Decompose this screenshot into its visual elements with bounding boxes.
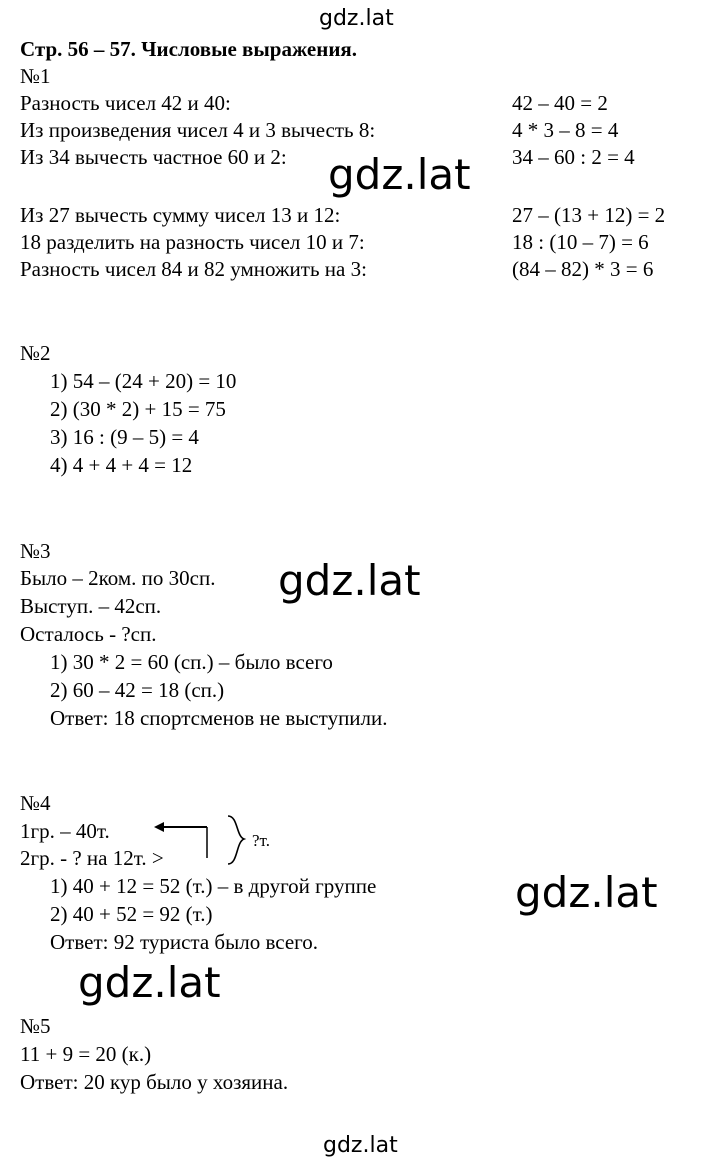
- task1-row-expr: 34 – 60 : 2 = 4: [512, 145, 635, 169]
- task3-answer: Ответ: 18 спортсменов не выступили.: [50, 706, 388, 730]
- task5-solution: 11 + 9 = 20 (к.): [20, 1042, 152, 1066]
- task4-condition: 2гр. - ? на 12т. >: [20, 846, 164, 870]
- watermark-top: gdz.lat: [319, 6, 394, 31]
- page-title: Стр. 56 – 57. Числовые выражения.: [20, 37, 358, 61]
- task2-item: 1) 54 – (24 + 20) = 10: [50, 369, 237, 393]
- task3-condition: Выступ. – 42сп.: [20, 594, 162, 618]
- task1-row-expr: 18 : (10 – 7) = 6: [512, 230, 649, 254]
- task1-row-text: Разность чисел 84 и 82 умножить на 3:: [20, 257, 367, 281]
- task2-item: 2) (30 * 2) + 15 = 75: [50, 397, 226, 421]
- task5-answer: Ответ: 20 кур было у хозяина.: [20, 1070, 289, 1094]
- task3-condition: Было – 2ком. по 30сп.: [20, 566, 216, 590]
- task4-brace-label: ?т.: [252, 831, 270, 850]
- task2-item: 4) 4 + 4 + 4 = 12: [50, 453, 193, 477]
- task1-row-text: 18 разделить на разность чисел 10 и 7:: [20, 230, 365, 254]
- task1-label: №1: [20, 64, 51, 88]
- task3-item: 2) 60 – 42 = 18 (сп.): [50, 678, 225, 702]
- task3-condition: Осталось - ?сп.: [20, 622, 157, 646]
- task1-row-text: Из произведения чисел 4 и 3 вычесть 8:: [20, 118, 376, 142]
- task1-row-expr: 42 – 40 = 2: [512, 91, 608, 115]
- task4-condition: 1гр. – 40т.: [20, 819, 110, 843]
- task1-row-text: Из 27 вычесть сумму чисел 13 и 12:: [20, 203, 341, 227]
- watermark: gdz.lat: [515, 868, 658, 917]
- task1-row-expr: 27 – (13 + 12) = 2: [512, 203, 666, 227]
- task1-row-text: Из 34 вычесть частное 60 и 2:: [20, 145, 287, 169]
- task4-item: 1) 40 + 12 = 52 (т.) – в другой группе: [50, 874, 377, 898]
- curly-brace-icon: [228, 816, 244, 864]
- task2-label: №2: [20, 341, 51, 365]
- task5-label: №5: [20, 1014, 51, 1038]
- task4-label: №4: [20, 791, 51, 815]
- task2-item: 3) 16 : (9 – 5) = 4: [50, 425, 199, 449]
- task3-label: №3: [20, 539, 51, 563]
- watermark: gdz.lat: [278, 556, 421, 605]
- watermark-bottom: gdz.lat: [323, 1133, 398, 1158]
- task1-row-expr: (84 – 82) * 3 = 6: [512, 257, 654, 281]
- watermark: gdz.lat: [78, 958, 221, 1007]
- arrow-head-icon: [154, 822, 164, 832]
- task1-row-expr: 4 * 3 – 8 = 4: [512, 118, 619, 142]
- task4-answer: Ответ: 92 туриста было всего.: [50, 930, 318, 954]
- task1-row-text: Разность чисел 42 и 40:: [20, 91, 231, 115]
- task3-item: 1) 30 * 2 = 60 (сп.) – было всего: [50, 650, 333, 674]
- watermark: gdz.lat: [328, 150, 471, 199]
- task4-item: 2) 40 + 52 = 92 (т.): [50, 902, 213, 926]
